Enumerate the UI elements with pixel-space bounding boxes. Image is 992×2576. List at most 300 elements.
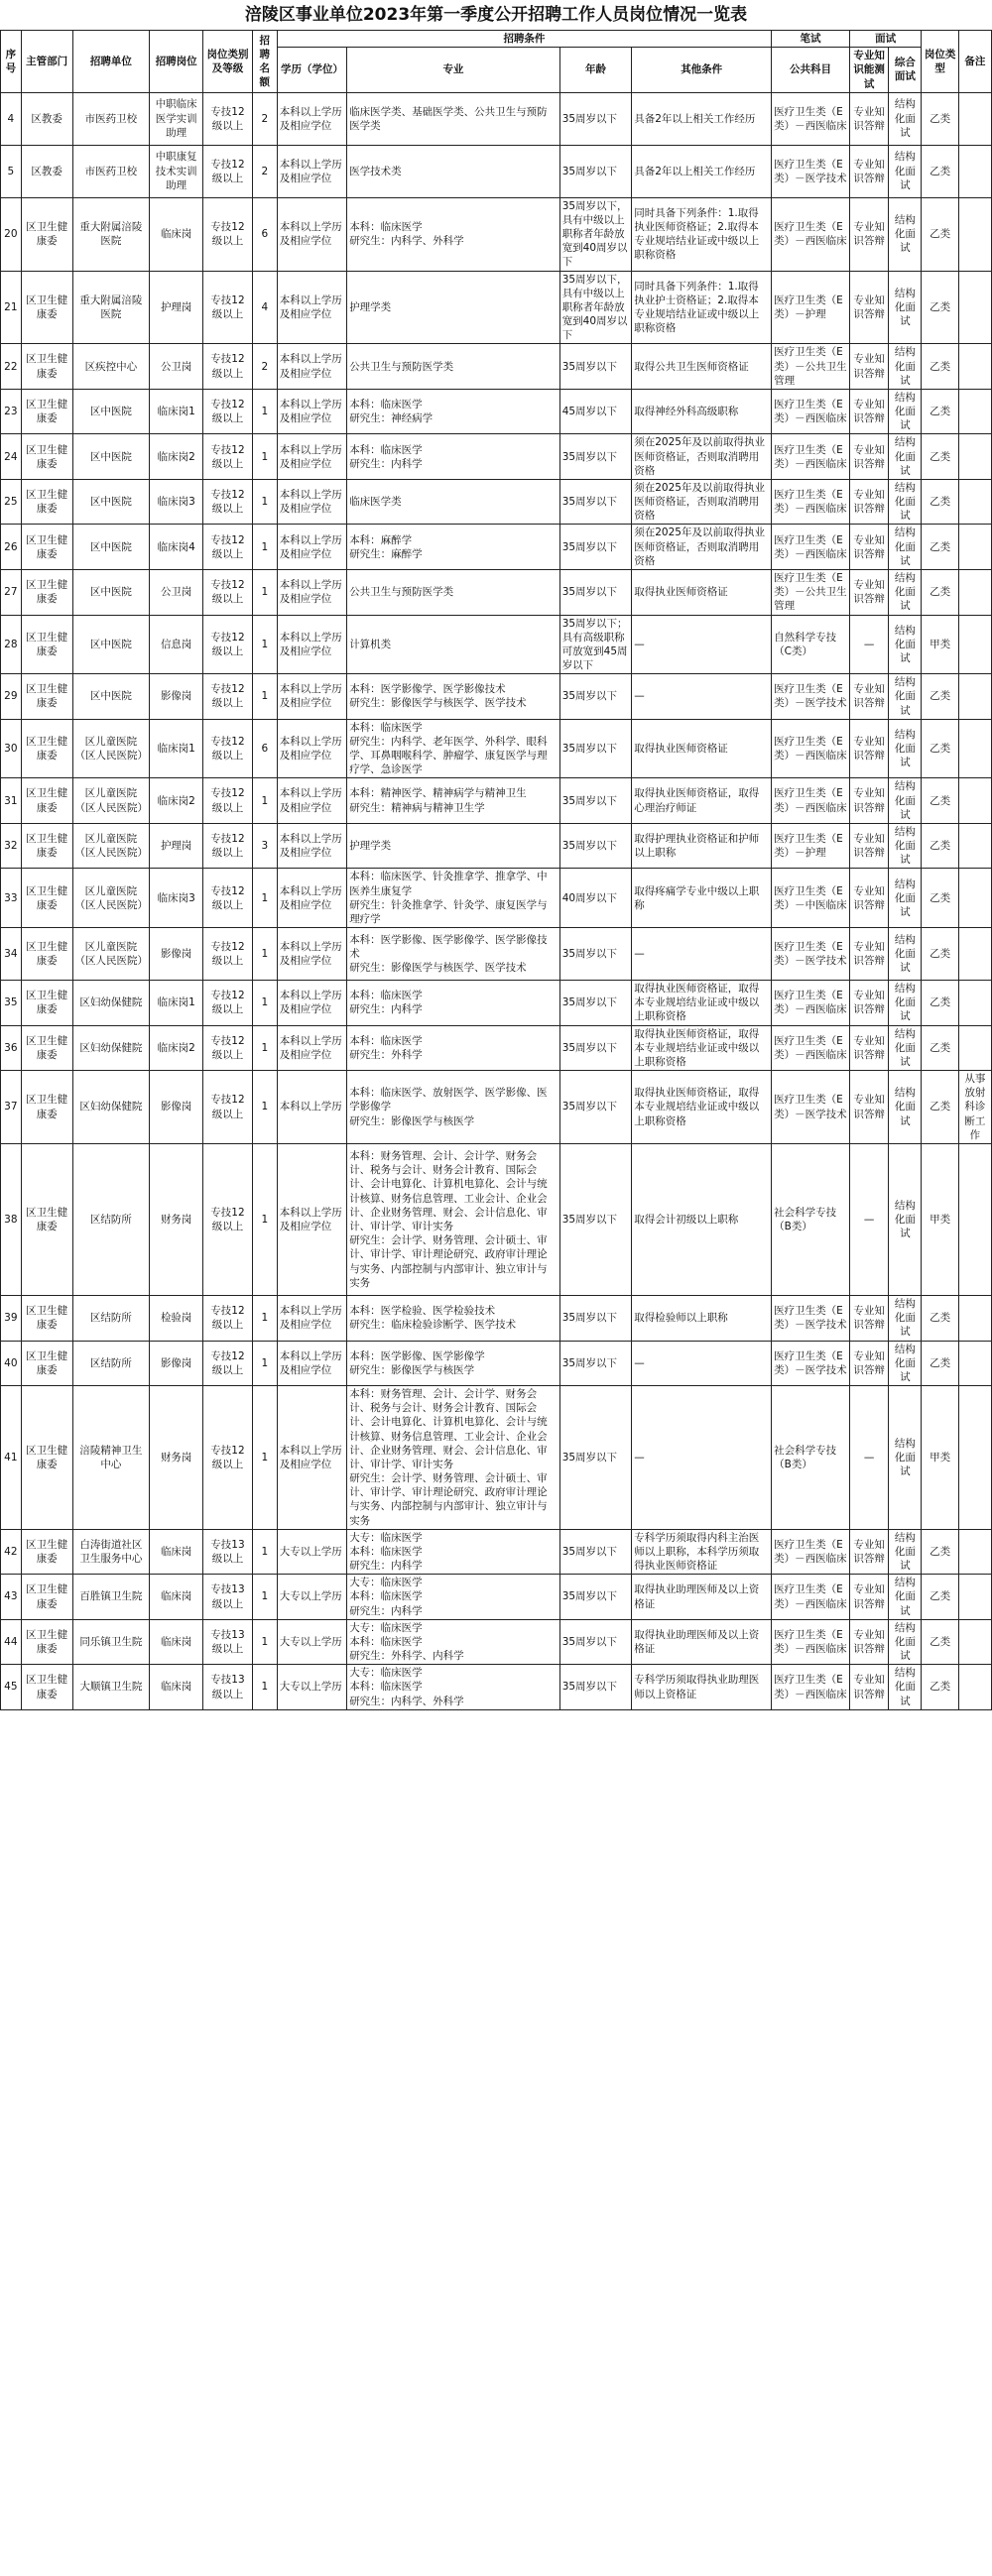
- cell-written: 医疗卫生类（E类）－西医临床: [772, 1665, 850, 1710]
- table-row: [1, 145, 992, 197]
- cell-unit: 区中医院: [72, 434, 150, 480]
- cell-seq: 44: [1, 1619, 22, 1665]
- cell-post: 公卫岗: [150, 569, 203, 615]
- cell-post-type: 甲类: [922, 1386, 958, 1530]
- cell-other: 取得执业助理医师及以上资格证: [632, 1575, 772, 1620]
- page-title: 涪陵区事业单位2023年第一季度公开招聘工作人员岗位情况一览表: [244, 5, 748, 25]
- cell-comprehensive: 结构化面试: [889, 1296, 922, 1342]
- cell-major: 本科：医学影像、医学影像学、医学影像技术 研究生：影像医学与核医学、医学技术: [347, 928, 560, 981]
- cell-quota: 1: [252, 981, 277, 1026]
- cell-remark: [958, 1665, 991, 1710]
- cell-other: —: [632, 674, 772, 720]
- cell-seq: 27: [1, 569, 22, 615]
- cell-skill-test: 专业知识答辩: [849, 1071, 888, 1144]
- cell-post-type: 乙类: [922, 981, 958, 1026]
- cell-dept: 区卫生健康委: [21, 479, 72, 525]
- cell-post: 临床岗1: [150, 981, 203, 1026]
- cell-comprehensive: 结构化面试: [889, 1619, 922, 1665]
- cell-dept: 区卫生健康委: [21, 569, 72, 615]
- cell-post-type: 乙类: [922, 778, 958, 824]
- cell-post-type: 乙类: [922, 569, 958, 615]
- cell-skill-test: 专业知识答辩: [849, 525, 888, 570]
- cell-unit: 区妇幼保健院: [72, 981, 150, 1026]
- cell-remark: [958, 479, 991, 525]
- cell-comprehensive: 结构化面试: [889, 1665, 922, 1710]
- cell-unit: 区中医院: [72, 615, 150, 674]
- cell-edu: 本科以上学历及相应学位: [277, 1144, 346, 1296]
- cell-other: 取得执业医师资格证，取得本专业规培结业证或中级以上职称资格: [632, 1071, 772, 1144]
- cell-grade: 专技12级以上: [203, 569, 253, 615]
- cell-grade: 专技13级以上: [203, 1575, 253, 1620]
- cell-major: 临床医学类: [347, 479, 560, 525]
- cell-seq: 42: [1, 1529, 22, 1575]
- table-row: [1, 615, 992, 674]
- cell-unit: 区中医院: [72, 674, 150, 720]
- cell-post: 公卫岗: [150, 344, 203, 390]
- cell-seq: 31: [1, 778, 22, 824]
- cell-quota: 1: [252, 778, 277, 824]
- cell-skill-test: 专业知识答辩: [849, 1575, 888, 1620]
- cell-major: 护理学类: [347, 823, 560, 869]
- cell-age: 35周岁以下，具有中级以上职称者年龄放宽到40周岁以下: [559, 271, 632, 344]
- cell-dept: 区卫生健康委: [21, 615, 72, 674]
- cell-grade: 专技12级以上: [203, 92, 253, 145]
- col-public-subject: 公共科目: [772, 48, 850, 93]
- cell-post: 财务岗: [150, 1144, 203, 1296]
- cell-edu: 本科以上学历及相应学位: [277, 1296, 346, 1342]
- cell-other: —: [632, 928, 772, 981]
- cell-grade: 专技12级以上: [203, 1144, 253, 1296]
- cell-other: 取得神经外科高级职称: [632, 389, 772, 434]
- table-row: [1, 674, 992, 720]
- cell-comprehensive: 结构化面试: [889, 981, 922, 1026]
- cell-post-type: 乙类: [922, 1619, 958, 1665]
- cell-age: 45周岁以下: [559, 389, 632, 434]
- cell-unit: 区妇幼保健院: [72, 1025, 150, 1071]
- cell-remark: [958, 778, 991, 824]
- cell-comprehensive: 结构化面试: [889, 145, 922, 197]
- cell-written: 医疗卫生类（E类）－护理: [772, 823, 850, 869]
- cell-written: 医疗卫生类（E类）－医学技术: [772, 1341, 850, 1386]
- cell-post-type: 乙类: [922, 719, 958, 778]
- cell-comprehensive: 结构化面试: [889, 1575, 922, 1620]
- cell-skill-test: 专业知识答辩: [849, 719, 888, 778]
- cell-age: 35周岁以下: [559, 981, 632, 1026]
- cell-unit: 区中医院: [72, 569, 150, 615]
- cell-grade: 专技12级以上: [203, 389, 253, 434]
- table-row: [1, 1144, 992, 1296]
- cell-major: 医学技术类: [347, 145, 560, 197]
- col-remark: 备注: [958, 31, 991, 93]
- cell-age: 35周岁以下: [559, 719, 632, 778]
- cell-quota: 1: [252, 869, 277, 928]
- cell-post-type: 乙类: [922, 674, 958, 720]
- cell-other: 取得执业医师资格证，取得本专业规培结业证或中级以上职称资格: [632, 1025, 772, 1071]
- cell-remark: [958, 1529, 991, 1575]
- cell-quota: 4: [252, 271, 277, 344]
- cell-post: 影像岗: [150, 928, 203, 981]
- cell-major: 大专：临床医学 本科：临床医学 研究生：内科学、外科学: [347, 1665, 560, 1710]
- cell-quota: 1: [252, 525, 277, 570]
- cell-edu: 本科以上学历及相应学位: [277, 1386, 346, 1530]
- cell-grade: 专技12级以上: [203, 928, 253, 981]
- cell-major: 本科：临床医学、针灸推拿学、推拿学、中医养生康复学 研究生：针灸推拿学、针灸学、康复医学与理疗学: [347, 869, 560, 928]
- cell-seq: 23: [1, 389, 22, 434]
- cell-other: 同时具备下列条件：1.取得执业护士资格证；2.取得本专业规培结业证或中级以上职称资格: [632, 271, 772, 344]
- cell-major: 本科：临床医学 研究生：神经病学: [347, 389, 560, 434]
- cell-age: 35周岁以下: [559, 928, 632, 981]
- cell-quota: 1: [252, 389, 277, 434]
- cell-skill-test: 专业知识答辩: [849, 1619, 888, 1665]
- cell-seq: 4: [1, 92, 22, 145]
- positions-table: [0, 30, 992, 1710]
- cell-comprehensive: 结构化面试: [889, 1386, 922, 1530]
- cell-major: 本科：临床医学、放射医学、医学影像、医学影像学 研究生：影像医学与核医学: [347, 1071, 560, 1144]
- header-row-1: [1, 31, 992, 48]
- table-body: [1, 92, 992, 1709]
- cell-quota: 1: [252, 928, 277, 981]
- cell-quota: 1: [252, 479, 277, 525]
- cell-post: 财务岗: [150, 1386, 203, 1530]
- cell-post: 临床岗: [150, 1575, 203, 1620]
- table-row: [1, 389, 992, 434]
- cell-grade: 专技12级以上: [203, 1386, 253, 1530]
- cell-dept: 区教委: [21, 92, 72, 145]
- cell-other: —: [632, 1386, 772, 1530]
- cell-written: 医疗卫生类（E类）－公共卫生管理: [772, 569, 850, 615]
- table-row: [1, 869, 992, 928]
- cell-major: 本科：医学检验、医学检验技术 研究生：临床检验诊断学、医学技术: [347, 1296, 560, 1342]
- cell-written: 医疗卫生类（E类）－西医临床: [772, 1529, 850, 1575]
- cell-comprehensive: 结构化面试: [889, 479, 922, 525]
- cell-quota: 3: [252, 823, 277, 869]
- cell-dept: 区卫生健康委: [21, 344, 72, 390]
- cell-comprehensive: 结构化面试: [889, 271, 922, 344]
- cell-post: 临床岗: [150, 197, 203, 271]
- cell-seq: 33: [1, 869, 22, 928]
- col-written: 笔试: [772, 31, 850, 48]
- cell-grade: 专技12级以上: [203, 719, 253, 778]
- table-row: [1, 479, 992, 525]
- cell-skill-test: 专业知识答辩: [849, 869, 888, 928]
- cell-written: 医疗卫生类（E类）－西医临床: [772, 434, 850, 480]
- cell-post: 临床岗2: [150, 434, 203, 480]
- cell-post: 中职临床医学实训助理: [150, 92, 203, 145]
- cell-seq: 30: [1, 719, 22, 778]
- cell-grade: 专技12级以上: [203, 271, 253, 344]
- cell-age: 35周岁以下: [559, 92, 632, 145]
- cell-edu: 大专以上学历: [277, 1575, 346, 1620]
- cell-edu: 大专以上学历: [277, 1619, 346, 1665]
- cell-quota: 1: [252, 1296, 277, 1342]
- cell-post: 检验岗: [150, 1296, 203, 1342]
- table-row: [1, 92, 992, 145]
- cell-quota: 1: [252, 615, 277, 674]
- cell-post-type: 乙类: [922, 1071, 958, 1144]
- cell-post-type: 乙类: [922, 1529, 958, 1575]
- col-quota: 招聘名额: [252, 31, 277, 93]
- cell-remark: [958, 719, 991, 778]
- cell-age: 35周岁以下: [559, 674, 632, 720]
- cell-dept: 区卫生健康委: [21, 823, 72, 869]
- cell-age: 35周岁以下: [559, 778, 632, 824]
- cell-unit: 区儿童医院（区人民医院）: [72, 719, 150, 778]
- table-row: [1, 719, 992, 778]
- col-seq: 序号: [1, 31, 22, 93]
- cell-quota: 2: [252, 344, 277, 390]
- cell-written: 社会科学专技（B类）: [772, 1386, 850, 1530]
- cell-unit: 区结防所: [72, 1341, 150, 1386]
- cell-edu: 本科以上学历: [277, 1071, 346, 1144]
- cell-post: 护理岗: [150, 271, 203, 344]
- cell-dept: 区卫生健康委: [21, 1529, 72, 1575]
- table-row: [1, 1386, 992, 1530]
- cell-post: 影像岗: [150, 1341, 203, 1386]
- cell-remark: [958, 674, 991, 720]
- cell-edu: 本科以上学历及相应学位: [277, 389, 346, 434]
- cell-edu: 本科以上学历及相应学位: [277, 869, 346, 928]
- cell-seq: 37: [1, 1071, 22, 1144]
- cell-grade: 专技12级以上: [203, 197, 253, 271]
- cell-seq: 39: [1, 1296, 22, 1342]
- table-row: [1, 1619, 992, 1665]
- cell-other: 具备2年以上相关工作经历: [632, 145, 772, 197]
- col-interview: 面试: [849, 31, 922, 48]
- cell-post-type: 乙类: [922, 434, 958, 480]
- cell-remark: [958, 271, 991, 344]
- cell-dept: 区卫生健康委: [21, 1071, 72, 1144]
- cell-grade: 专技12级以上: [203, 778, 253, 824]
- table-row: [1, 823, 992, 869]
- cell-major: 计算机类: [347, 615, 560, 674]
- cell-dept: 区卫生健康委: [21, 778, 72, 824]
- col-age: 年龄: [559, 48, 632, 93]
- cell-quota: 1: [252, 569, 277, 615]
- cell-seq: 35: [1, 981, 22, 1026]
- cell-skill-test: —: [849, 1144, 888, 1296]
- cell-edu: 大专以上学历: [277, 1529, 346, 1575]
- cell-unit: 白涛街道社区卫生服务中心: [72, 1529, 150, 1575]
- cell-grade: 专技12级以上: [203, 1296, 253, 1342]
- cell-age: 40周岁以下: [559, 869, 632, 928]
- cell-seq: 36: [1, 1025, 22, 1071]
- cell-remark: [958, 569, 991, 615]
- cell-comprehensive: 结构化面试: [889, 778, 922, 824]
- cell-edu: 本科以上学历及相应学位: [277, 271, 346, 344]
- cell-unit: 区儿童医院（区人民医院）: [72, 823, 150, 869]
- cell-remark: [958, 344, 991, 390]
- cell-unit: 同乐镇卫生院: [72, 1619, 150, 1665]
- cell-post-type: 乙类: [922, 389, 958, 434]
- cell-other: 取得护理执业资格证和护师以上职称: [632, 823, 772, 869]
- cell-written: 医疗卫生类（E类）－西医临床: [772, 1025, 850, 1071]
- cell-grade: 专技12级以上: [203, 145, 253, 197]
- cell-other: 取得疼痛学专业中级以上职称: [632, 869, 772, 928]
- cell-written: 医疗卫生类（E类）－医学技术: [772, 1296, 850, 1342]
- cell-dept: 区卫生健康委: [21, 434, 72, 480]
- cell-written: 医疗卫生类（E类）－西医临床: [772, 92, 850, 145]
- cell-remark: [958, 823, 991, 869]
- cell-skill-test: 专业知识答辩: [849, 92, 888, 145]
- cell-written: 医疗卫生类（E类）－西医临床: [772, 1575, 850, 1620]
- cell-other: 取得执业医师资格证: [632, 719, 772, 778]
- cell-grade: 专技12级以上: [203, 525, 253, 570]
- cell-skill-test: 专业知识答辩: [849, 271, 888, 344]
- cell-edu: 本科以上学历及相应学位: [277, 674, 346, 720]
- cell-age: 35周岁以下: [559, 1665, 632, 1710]
- table-row: [1, 344, 992, 390]
- cell-unit: 百胜镇卫生院: [72, 1575, 150, 1620]
- cell-remark: [958, 145, 991, 197]
- cell-age: 35周岁以下: [559, 1296, 632, 1342]
- cell-unit: 区中医院: [72, 479, 150, 525]
- cell-age: 35周岁以下: [559, 1529, 632, 1575]
- cell-major: 本科：精神医学、精神病学与精神卫生 研究生：精神病与精神卫生学: [347, 778, 560, 824]
- cell-seq: 45: [1, 1665, 22, 1710]
- col-post: 招聘岗位: [150, 31, 203, 93]
- table-row: [1, 1025, 992, 1071]
- cell-other: 须在2025年及以前取得执业医师资格证，否则取消聘用资格: [632, 434, 772, 480]
- cell-other: 取得执业医师资格证，取得本专业规培结业证或中级以上职称资格: [632, 981, 772, 1026]
- cell-major: 大专：临床医学 本科：临床医学 研究生：外科学、内科学: [347, 1619, 560, 1665]
- cell-seq: 40: [1, 1341, 22, 1386]
- cell-comprehensive: 结构化面试: [889, 1341, 922, 1386]
- table-row: [1, 569, 992, 615]
- cell-edu: 本科以上学历及相应学位: [277, 719, 346, 778]
- cell-post: 影像岗: [150, 674, 203, 720]
- cell-edu: 本科以上学历及相应学位: [277, 344, 346, 390]
- cell-remark: [958, 1144, 991, 1296]
- cell-dept: 区卫生健康委: [21, 525, 72, 570]
- cell-post-type: 乙类: [922, 479, 958, 525]
- cell-skill-test: 专业知识答辩: [849, 479, 888, 525]
- cell-grade: 专技12级以上: [203, 1071, 253, 1144]
- cell-quota: 1: [252, 1386, 277, 1530]
- cell-other: 专科学历须取得执业助理医师以上资格证: [632, 1665, 772, 1710]
- cell-seq: 41: [1, 1386, 22, 1530]
- cell-post-type: 乙类: [922, 1575, 958, 1620]
- cell-major: 本科：临床医学 研究生：内科学、老年医学、外科学、眼科学、耳鼻咽喉科学、肿瘤学、康复医学与理疗学、急诊医学: [347, 719, 560, 778]
- cell-skill-test: 专业知识答辩: [849, 1529, 888, 1575]
- cell-unit: 区中医院: [72, 389, 150, 434]
- cell-edu: 本科以上学历及相应学位: [277, 1025, 346, 1071]
- cell-skill-test: 专业知识答辩: [849, 981, 888, 1026]
- cell-unit: 市医药卫校: [72, 92, 150, 145]
- cell-major: 护理学类: [347, 271, 560, 344]
- cell-comprehensive: 结构化面试: [889, 719, 922, 778]
- cell-edu: 本科以上学历及相应学位: [277, 981, 346, 1026]
- cell-skill-test: 专业知识答辩: [849, 1025, 888, 1071]
- cell-edu: 本科以上学历及相应学位: [277, 823, 346, 869]
- cell-skill-test: 专业知识答辩: [849, 823, 888, 869]
- col-dept: 主管部门: [21, 31, 72, 93]
- cell-remark: [958, 928, 991, 981]
- cell-post-type: 乙类: [922, 525, 958, 570]
- cell-other: 取得执业助理医师及以上资格证: [632, 1619, 772, 1665]
- cell-dept: 区卫生健康委: [21, 271, 72, 344]
- cell-skill-test: 专业知识答辩: [849, 434, 888, 480]
- cell-quota: 1: [252, 434, 277, 480]
- cell-dept: 区卫生健康委: [21, 1144, 72, 1296]
- cell-major: 大专：临床医学 本科：临床医学 研究生：内科学: [347, 1529, 560, 1575]
- cell-post: 影像岗: [150, 1071, 203, 1144]
- cell-grade: 专技12级以上: [203, 1025, 253, 1071]
- cell-remark: [958, 981, 991, 1026]
- cell-post: 中职康复技术实训助理: [150, 145, 203, 197]
- cell-comprehensive: 结构化面试: [889, 674, 922, 720]
- cell-comprehensive: 结构化面试: [889, 389, 922, 434]
- col-edu: 学历（学位）: [277, 48, 346, 93]
- cell-seq: 34: [1, 928, 22, 981]
- cell-edu: 本科以上学历及相应学位: [277, 145, 346, 197]
- cell-skill-test: 专业知识答辩: [849, 1296, 888, 1342]
- cell-comprehensive: 结构化面试: [889, 869, 922, 928]
- cell-post-type: 甲类: [922, 615, 958, 674]
- cell-unit: 区儿童医院（区人民医院）: [72, 778, 150, 824]
- cell-edu: 本科以上学历及相应学位: [277, 928, 346, 981]
- cell-quota: 1: [252, 1341, 277, 1386]
- cell-remark: [958, 92, 991, 145]
- cell-unit: 区妇幼保健院: [72, 1071, 150, 1144]
- cell-major: 本科：麻醉学 研究生：麻醉学: [347, 525, 560, 570]
- cell-post: 临床岗3: [150, 479, 203, 525]
- cell-post-type: 甲类: [922, 1144, 958, 1296]
- cell-quota: 1: [252, 674, 277, 720]
- cell-edu: 本科以上学历及相应学位: [277, 525, 346, 570]
- col-comprehensive: 综合面试: [889, 48, 922, 93]
- cell-dept: 区教委: [21, 145, 72, 197]
- cell-skill-test: 专业知识答辩: [849, 1341, 888, 1386]
- cell-edu: 本科以上学历及相应学位: [277, 434, 346, 480]
- cell-seq: 24: [1, 434, 22, 480]
- cell-unit: 区疾控中心: [72, 344, 150, 390]
- cell-written: 医疗卫生类（E类）－西医临床: [772, 389, 850, 434]
- cell-written: 医疗卫生类（E类）－西医临床: [772, 1619, 850, 1665]
- cell-grade: 专技13级以上: [203, 1619, 253, 1665]
- cell-written: 医疗卫生类（E类）－西医临床: [772, 719, 850, 778]
- cell-grade: 专技12级以上: [203, 823, 253, 869]
- cell-seq: 21: [1, 271, 22, 344]
- cell-other: 取得执业医师资格证，取得心理治疗师证: [632, 778, 772, 824]
- cell-comprehensive: 结构化面试: [889, 823, 922, 869]
- cell-age: 35周岁以下: [559, 479, 632, 525]
- cell-grade: 专技12级以上: [203, 674, 253, 720]
- cell-major: 本科：临床医学 研究生：内科学: [347, 981, 560, 1026]
- cell-skill-test: 专业知识答辩: [849, 674, 888, 720]
- cell-post-type: 乙类: [922, 1296, 958, 1342]
- cell-edu: 本科以上学历及相应学位: [277, 778, 346, 824]
- cell-post: 临床岗1: [150, 719, 203, 778]
- cell-age: 35周岁以下: [559, 1341, 632, 1386]
- cell-unit: 大顺镇卫生院: [72, 1665, 150, 1710]
- cell-age: 35周岁以下: [559, 434, 632, 480]
- cell-skill-test: 专业知识答辩: [849, 389, 888, 434]
- cell-unit: 区结防所: [72, 1296, 150, 1342]
- cell-post-type: 乙类: [922, 344, 958, 390]
- cell-grade: 专技12级以上: [203, 869, 253, 928]
- cell-remark: [958, 869, 991, 928]
- cell-comprehensive: 结构化面试: [889, 615, 922, 674]
- cell-seq: 28: [1, 615, 22, 674]
- cell-grade: 专技13级以上: [203, 1529, 253, 1575]
- cell-grade: 专技12级以上: [203, 615, 253, 674]
- cell-major: 本科：医学影像学、医学影像技术 研究生：影像医学与核医学、医学技术: [347, 674, 560, 720]
- cell-age: 35周岁以下: [559, 145, 632, 197]
- cell-post: 临床岗1: [150, 389, 203, 434]
- cell-comprehensive: 结构化面试: [889, 197, 922, 271]
- cell-written: 医疗卫生类（E类）－西医临床: [772, 981, 850, 1026]
- cell-grade: 专技12级以上: [203, 479, 253, 525]
